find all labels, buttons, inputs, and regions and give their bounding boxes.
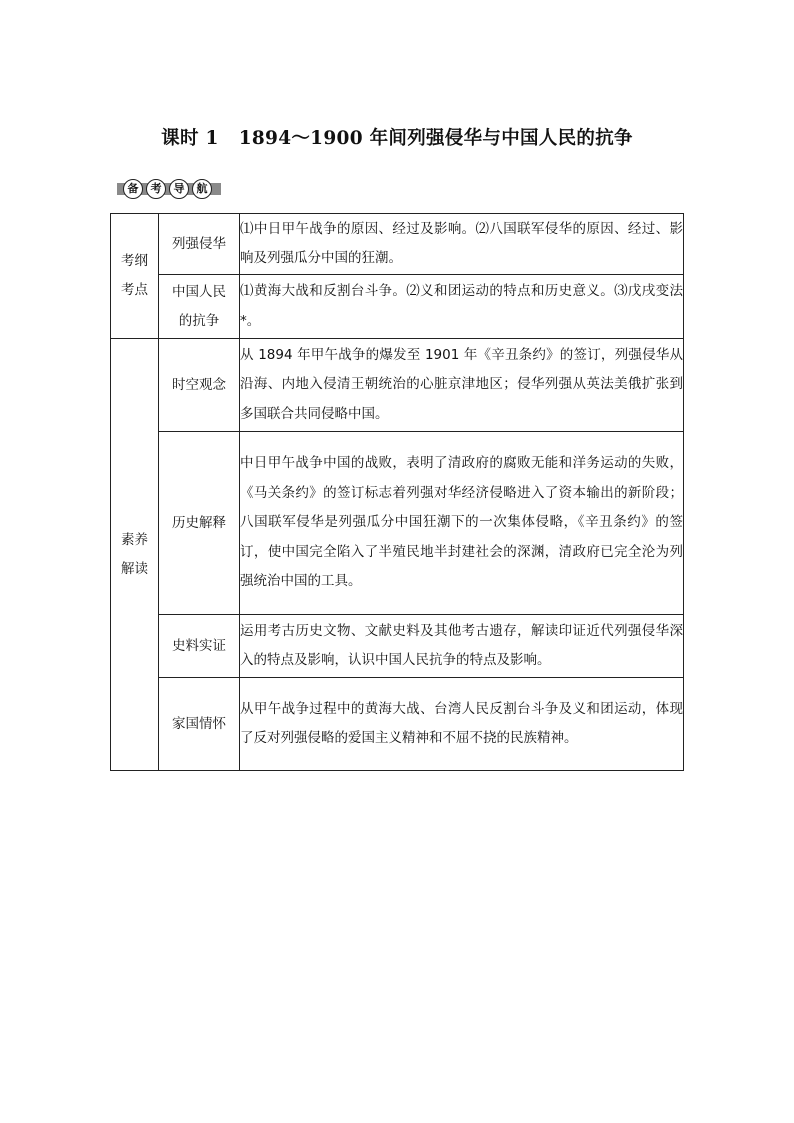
content-cell: 中日甲午战争中国的战败，表明了清政府的腐败无能和洋务运动的失败，《马关条约》的签订标志着列强对华经济侵略进入了资本输出的新阶段；八国联军侵华是列强瓜分中国狂潮下的一次集体侵略，《辛丑条约》的签订，使中国完全陷入了半殖民地半封建社会的深渊，清政府已完全沦为列强统治中国的工具。 — [240, 432, 684, 615]
sub-label: 时空观念 — [159, 339, 240, 432]
sub-label: 历史解释 — [159, 432, 240, 615]
table-row — [111, 615, 684, 678]
section-label-literacy: 素养 解读 — [111, 339, 159, 771]
table-row — [111, 678, 684, 771]
table-row — [111, 275, 684, 339]
badge-char: 航 — [192, 179, 212, 199]
sub-label: 史料实证 — [159, 615, 240, 678]
lesson-number: 课时 1 — [161, 128, 219, 149]
table-row — [111, 432, 684, 615]
page-title — [0, 124, 794, 150]
sub-label: 列强侵华 — [159, 214, 240, 275]
sub-label: 家国情怀 — [159, 678, 240, 771]
content-cell: ⑴中日甲午战争的原因、经过及影响。⑵八国联军侵华的原因、经过、影响及列强瓜分中国的狂潮。 — [240, 214, 684, 275]
badge-char: 备 — [123, 179, 143, 199]
section-label-syllabus: 考纲 考点 — [111, 214, 159, 339]
section-badge — [123, 176, 215, 202]
content-cell: ⑴黄海大战和反割台斗争。⑵义和团运动的特点和历史意义。⑶戊戌变法*。 — [240, 275, 684, 339]
syllabus-table — [110, 213, 684, 771]
lesson-topic: 1894～1900 年间列强侵华与中国人民的抗争 — [238, 128, 633, 149]
content-cell: 从 1894 年甲午战争的爆发至 1901 年《辛丑条约》的签订，列强侵华从沿海、内地入侵清王朝统治的心脏京津地区；侵华列强从英法美俄扩张到多国联合共同侵略中国。 — [240, 339, 684, 432]
content-cell: 运用考古历史文物、文献史料及其他考古遗存，解读印证近代列强侵华深入的特点及影响，认识中国人民抗争的特点及影响。 — [240, 615, 684, 678]
content-cell: 从甲午战争过程中的黄海大战、台湾人民反割台斗争及义和团运动，体现了反对列强侵略的爱国主义精神和不屈不挠的民族精神。 — [240, 678, 684, 771]
table-row — [111, 339, 684, 432]
badge-char: 考 — [146, 179, 166, 199]
sub-label: 中国人民 的抗争 — [159, 275, 240, 339]
table-row — [111, 214, 684, 275]
badge-char: 导 — [169, 179, 189, 199]
